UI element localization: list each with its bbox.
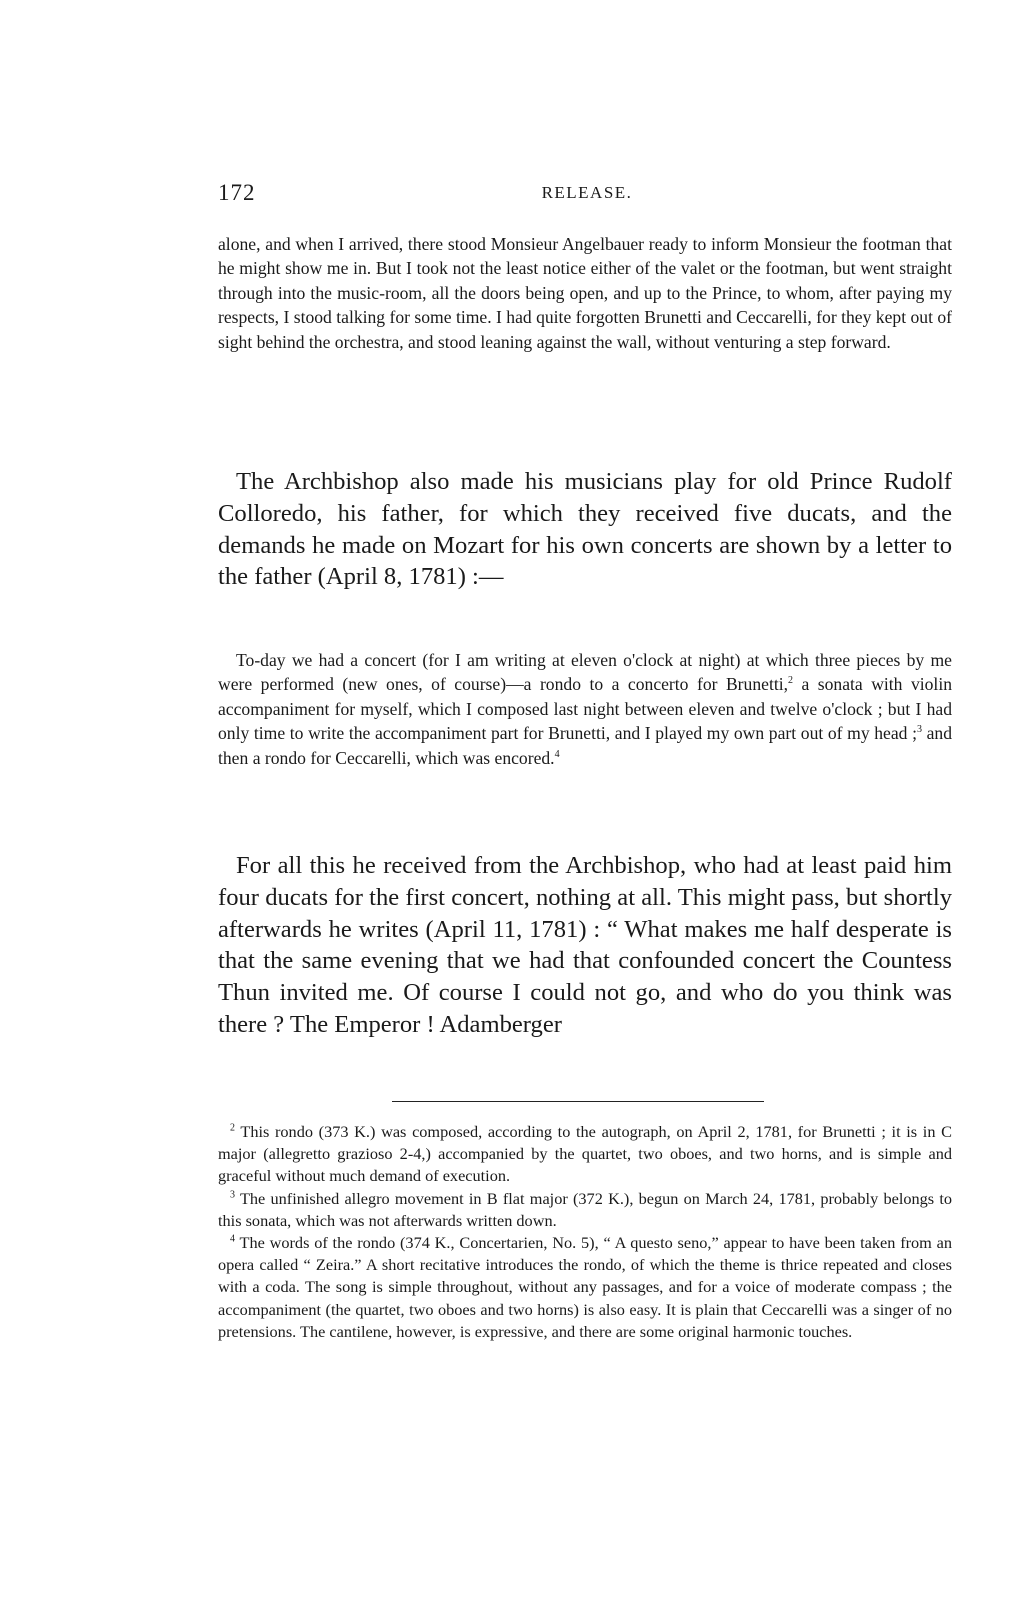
footnote-divider: [392, 1101, 764, 1102]
footnote-2: [218, 1121, 952, 1188]
footnote-text: The words of the rondo (374 K., Concertarien, No. 5), “ A questo seno,” appear to have been taken from an opera called “ Zeira.” A short recitative introduces the rondo, of which the theme is thrice repeated and closes with a coda. The song is simple throughout, without any passages, and for a voice of moderate compass ; the accompaniment (the quartet, two oboes and two horns) is also easy. It is plain that Ceccarelli was a singer of no pretensions. The cantilene, however, is expressive, and there are some original harmonic touches.: [218, 1233, 952, 1341]
letter-quote-concert: [218, 648, 952, 770]
footnote-mark: 4: [230, 1233, 235, 1245]
footnote-text: This rondo (373 K.) was composed, according to the autograph, on April 2, 1781, for Brunetti ; it is in C major (allegretto grazioso 2-4,) accompanied by the quartet, two oboes, and two horns, and is simple and graceful without much demand of execution.: [218, 1122, 952, 1186]
quote-paragraph: [218, 648, 952, 770]
body-paragraph-archbishop: [218, 466, 952, 593]
footnote-4: [218, 1232, 952, 1343]
quote-text-part: and then a rondo for Ceccarelli, which was encored.: [218, 723, 952, 768]
footnote-reference: 4: [554, 748, 560, 760]
footnote-text: The unfinished allegro movement in B flat major (372 K.), begun on March 24, 1781, probably belongs to this sonata, which was not afterwards written down.: [218, 1188, 952, 1230]
letter-quote-continued: [218, 232, 952, 354]
body-paragraph-emperor: [218, 850, 952, 1041]
body-paragraph-text: The Archbishop also made his musicians play for old Prince Rudolf Colloredo, his father, for which they received five ducats, and the demands he made on Mozart for his own concerts are shown by a letter to the father (April 8, 1781) :—: [218, 468, 952, 591]
quote-paragraph: alone, and when I arrived, there stood Monsieur Angelbauer ready to inform Monsieur the footman that he might show me in. But I took not the least notice either of the valet or the footman, but went straight through into the music-room, all the doors being open, and up to the Prince, to whom, after paying my respects, I stood talking for some time. I had quite forgotten Brunetti and Ceccarelli, for they kept out of sight behind the orchestra, and stood leaning against the wall, without venturing a step forward.: [218, 234, 953, 352]
quote-text-part: a sonata with violin accompaniment for myself, which I composed last night between eleven and twelve o'clock ; but I had only time to write the accompaniment part for Brunetti, and I played my own part out of my head ;: [218, 674, 953, 744]
footnotes: [218, 1121, 952, 1343]
page-header: [218, 180, 956, 210]
page-number: 172: [218, 180, 256, 205]
body-paragraph-text: For all this he received from the Archbishop, who had at least paid him four ducats for the first concert, nothing at all. This might pass, but shortly afterwards he writes (April 11, 1781) : “ What makes me half desperate is that the same evening that we had that confounded concert the Countess Thun invited me. Of course I could not go, and who do you think was there ? The Emperor ! Adamberger: [218, 852, 952, 1038]
footnote-mark: 2: [230, 1122, 235, 1134]
footnote-reference: 3: [916, 724, 922, 736]
running-head: RELEASE.: [541, 183, 633, 202]
quote-text-part: To-day we had a concert (for I am writing at eleven o'clock at night) at which three pieces by me were performed (new ones, of course)—a rondo to a concerto for Brunetti,: [218, 650, 952, 695]
footnote-mark: 3: [230, 1189, 235, 1201]
footnote-reference: 2: [788, 675, 794, 687]
footnote-3: [218, 1188, 952, 1232]
